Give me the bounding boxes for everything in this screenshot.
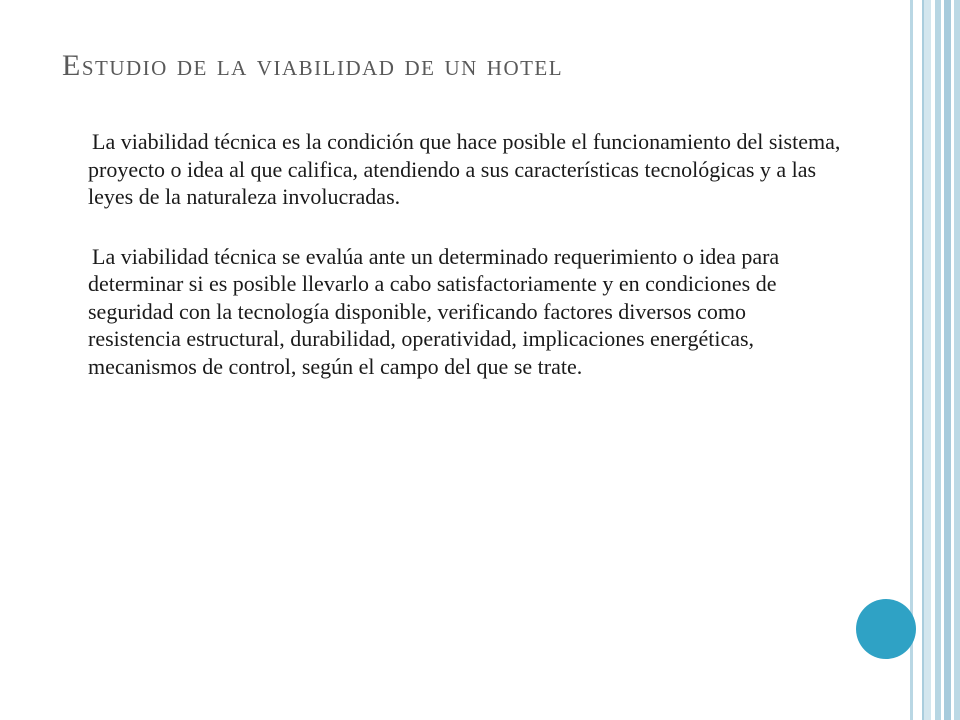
body-paragraph-2: La viabilidad técnica se evalúa ante un determinado requerimiento o idea para determinar si es posible llevarlo a cabo satisfactoriamente y en condiciones de seguridad con la tecnología disponible, verificando factores diversos como resistencia estructural, durabilidad, operatividad, implicaciones energéticas, mecanismos de control, según el campo del que se trate. <box>88 243 780 379</box>
decorative-side-stripes <box>910 0 960 720</box>
body-paragraph-1: La viabilidad técnica es la condición que hace posible el funcionamiento del sistema, proyecto o idea al que califica, atendiendo a sus características tecnológicas y a las leyes de la naturaleza involucradas. <box>88 129 841 209</box>
slide-title: Estudio de la viabilidad de un hotel <box>62 49 564 82</box>
accent-circle <box>856 599 916 659</box>
slide-body <box>88 128 843 412</box>
